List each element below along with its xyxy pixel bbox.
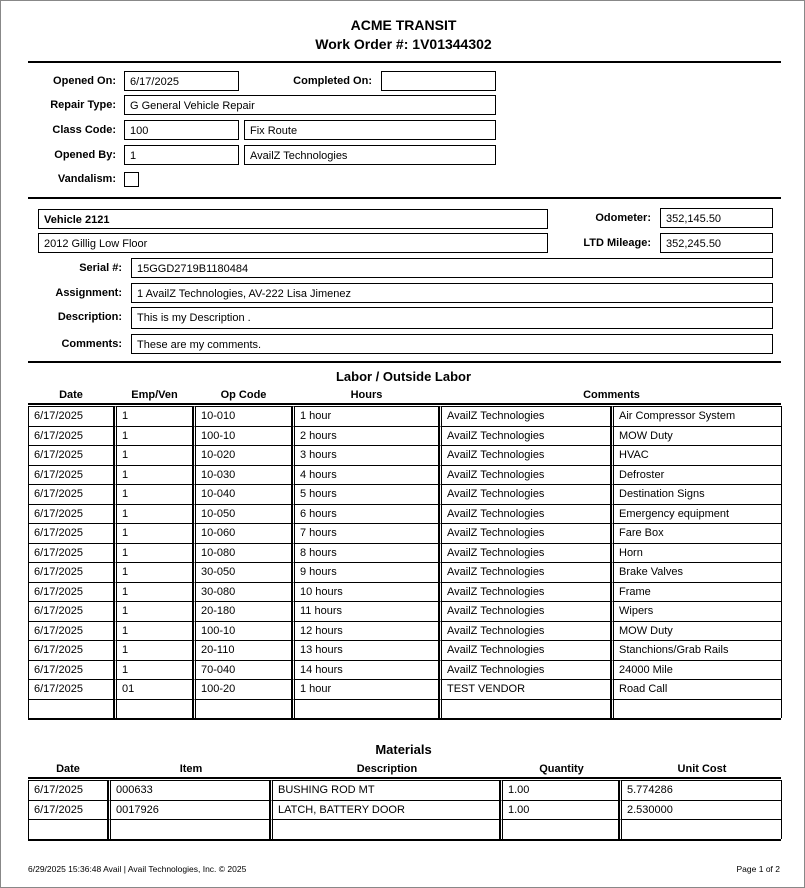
footer-left: 6/29/2025 15:36:48 Avail | Avail Technologies, Inc. © 2025 bbox=[28, 864, 247, 874]
table-cell: LATCH, BATTERY DOOR bbox=[270, 800, 500, 820]
labor-table bbox=[28, 406, 782, 718]
table-row bbox=[28, 660, 782, 680]
table-cell: Stanchions/Grab Rails bbox=[611, 640, 782, 660]
table-cell: 100-20 bbox=[193, 679, 292, 699]
labor-header-rule bbox=[28, 403, 781, 405]
table-row bbox=[28, 621, 782, 641]
table-cell: AvailZ Technologies bbox=[439, 562, 611, 582]
class-code-label: Class Code: bbox=[52, 124, 116, 136]
table-cell: 6/17/2025 bbox=[28, 601, 114, 621]
class-code-field: 100 bbox=[124, 120, 239, 140]
table-cell: 6/17/2025 bbox=[28, 780, 108, 800]
table-cell: AvailZ Technologies bbox=[439, 621, 611, 641]
table-cell: 14 hours bbox=[292, 660, 439, 680]
table-row bbox=[28, 640, 782, 660]
table-cell: 2.530000 bbox=[619, 800, 782, 820]
table-cell: 1 bbox=[114, 543, 193, 563]
materials-col-date: Date bbox=[56, 763, 80, 775]
table-row bbox=[28, 484, 782, 504]
table-row bbox=[28, 523, 782, 543]
table-cell: 10-020 bbox=[193, 445, 292, 465]
table-cell: 6/17/2025 bbox=[28, 543, 114, 563]
table-cell: 1 bbox=[114, 504, 193, 524]
table-cell: 8 hours bbox=[292, 543, 439, 563]
table-cell: Defroster bbox=[611, 465, 782, 485]
table-cell: 20-180 bbox=[193, 601, 292, 621]
table-cell: 6/17/2025 bbox=[28, 582, 114, 602]
work-order-number: 1V01344302 bbox=[412, 36, 492, 52]
table-cell: 24000 Mile bbox=[611, 660, 782, 680]
table-row bbox=[28, 780, 782, 800]
table-cell: AvailZ Technologies bbox=[439, 445, 611, 465]
opened-by-field: 1 bbox=[124, 145, 239, 165]
table-cell: 100-10 bbox=[193, 621, 292, 641]
table-cell: 1 bbox=[114, 406, 193, 426]
table-cell: AvailZ Technologies bbox=[439, 465, 611, 485]
table-cell: AvailZ Technologies bbox=[439, 543, 611, 563]
table-cell: MOW Duty bbox=[611, 621, 782, 641]
labor-col-date: Date bbox=[59, 389, 83, 401]
table-cell: 10-010 bbox=[193, 406, 292, 426]
table-cell: AvailZ Technologies bbox=[439, 660, 611, 680]
labor-col-hours: Hours bbox=[350, 389, 383, 401]
completed-on-field bbox=[381, 71, 496, 91]
divider bbox=[28, 361, 781, 363]
table-row bbox=[28, 504, 782, 524]
labor-col-comments: Comments bbox=[583, 389, 640, 401]
table-cell: 3 hours bbox=[292, 445, 439, 465]
table-cell: 1 bbox=[114, 426, 193, 446]
table-cell bbox=[108, 819, 270, 839]
table-cell: BUSHING ROD MT bbox=[270, 780, 500, 800]
serial-field: 15GGD2719B1180484 bbox=[131, 258, 773, 278]
table-cell: AvailZ Technologies bbox=[439, 523, 611, 543]
table-cell: HVAC bbox=[611, 445, 782, 465]
table-cell: 1 bbox=[114, 523, 193, 543]
table-cell: 9 hours bbox=[292, 562, 439, 582]
materials-col-quantity: Quantity bbox=[539, 763, 584, 775]
table-cell bbox=[619, 819, 782, 839]
table-cell: 6/17/2025 bbox=[28, 562, 114, 582]
table-cell: 6/17/2025 bbox=[28, 660, 114, 680]
assignment-field: 1 AvailZ Technologies, AV-222 Lisa Jimenez bbox=[131, 283, 773, 303]
table-cell: AvailZ Technologies bbox=[439, 582, 611, 602]
table-cell: Wipers bbox=[611, 601, 782, 621]
table-cell: 10 hours bbox=[292, 582, 439, 602]
table-cell: 11 hours bbox=[292, 601, 439, 621]
table-cell bbox=[193, 699, 292, 719]
table-cell: 1 bbox=[114, 562, 193, 582]
table-cell: 10-050 bbox=[193, 504, 292, 524]
table-cell: 2 hours bbox=[292, 426, 439, 446]
ltd-mileage-field: 352,245.50 bbox=[660, 233, 773, 253]
table-cell: 1 bbox=[114, 601, 193, 621]
table-cell: 1 bbox=[114, 445, 193, 465]
table-cell: 6/17/2025 bbox=[28, 406, 114, 426]
table-row bbox=[28, 582, 782, 602]
table-cell: Emergency equipment bbox=[611, 504, 782, 524]
table-row bbox=[28, 800, 782, 820]
table-cell: AvailZ Technologies bbox=[439, 484, 611, 504]
table-cell: Fare Box bbox=[611, 523, 782, 543]
table-cell: 1.00 bbox=[500, 800, 619, 820]
vehicle-name-field: Vehicle 2121 bbox=[38, 209, 548, 229]
vehicle-model-field: 2012 Gillig Low Floor bbox=[38, 233, 548, 253]
comments-label: Comments: bbox=[61, 338, 122, 350]
labor-col-emp: Emp/Ven bbox=[131, 389, 178, 401]
table-row bbox=[28, 543, 782, 563]
table-cell: 6/17/2025 bbox=[28, 640, 114, 660]
table-cell: 1 hour bbox=[292, 406, 439, 426]
divider bbox=[28, 61, 781, 63]
table-cell bbox=[292, 699, 439, 719]
materials-table bbox=[28, 780, 782, 839]
table-cell: AvailZ Technologies bbox=[439, 406, 611, 426]
table-cell: 6 hours bbox=[292, 504, 439, 524]
opened-by-label: Opened By: bbox=[54, 149, 116, 161]
divider bbox=[28, 197, 781, 199]
table-cell: 10-080 bbox=[193, 543, 292, 563]
table-cell: 10-060 bbox=[193, 523, 292, 543]
table-cell: AvailZ Technologies bbox=[439, 426, 611, 446]
odometer-label: Odometer: bbox=[595, 212, 651, 224]
footer-page-number: Page 1 of 2 bbox=[736, 864, 780, 874]
labor-col-opcode: Op Code bbox=[220, 389, 267, 401]
assignment-label: Assignment: bbox=[55, 287, 122, 299]
table-row bbox=[28, 601, 782, 621]
table-cell: AvailZ Technologies bbox=[439, 601, 611, 621]
table-cell bbox=[28, 819, 108, 839]
table-cell: 12 hours bbox=[292, 621, 439, 641]
opened-on-field: 6/17/2025 bbox=[124, 71, 239, 91]
table-cell bbox=[611, 699, 782, 719]
table-cell: 01 bbox=[114, 679, 193, 699]
table-cell: 000633 bbox=[108, 780, 270, 800]
materials-header-rule bbox=[28, 777, 781, 779]
table-cell: 1 bbox=[114, 660, 193, 680]
table-cell: Brake Valves bbox=[611, 562, 782, 582]
comments-field: These are my comments. bbox=[131, 334, 773, 354]
table-cell: AvailZ Technologies bbox=[439, 504, 611, 524]
odometer-field: 352,145.50 bbox=[660, 208, 773, 228]
table-cell: 6/17/2025 bbox=[28, 621, 114, 641]
table-cell: TEST VENDOR bbox=[439, 679, 611, 699]
repair-type-label: Repair Type: bbox=[50, 99, 116, 111]
table-row bbox=[28, 699, 782, 719]
table-cell: 1.00 bbox=[500, 780, 619, 800]
table-row bbox=[28, 406, 782, 426]
table-cell: 100-10 bbox=[193, 426, 292, 446]
table-cell: 1 bbox=[114, 640, 193, 660]
table-row bbox=[28, 679, 782, 699]
table-cell: 7 hours bbox=[292, 523, 439, 543]
table-cell: Air Compressor System bbox=[611, 406, 782, 426]
completed-on-label: Completed On: bbox=[293, 75, 372, 87]
table-cell: 0017926 bbox=[108, 800, 270, 820]
class-desc-field: Fix Route bbox=[244, 120, 496, 140]
table-cell: 1 bbox=[114, 582, 193, 602]
table-cell: Road Call bbox=[611, 679, 782, 699]
table-cell: MOW Duty bbox=[611, 426, 782, 446]
table-cell: 1 bbox=[114, 484, 193, 504]
table-row bbox=[28, 445, 782, 465]
materials-section-title: Materials bbox=[375, 742, 432, 757]
table-cell: Frame bbox=[611, 582, 782, 602]
table-cell: AvailZ Technologies bbox=[439, 640, 611, 660]
table-row bbox=[28, 562, 782, 582]
vandalism-checkbox bbox=[124, 172, 139, 187]
table-cell: 6/17/2025 bbox=[28, 426, 114, 446]
opened-by-name-field: AvailZ Technologies bbox=[244, 145, 496, 165]
vandalism-label: Vandalism: bbox=[57, 173, 116, 185]
table-cell bbox=[500, 819, 619, 839]
table-cell: 6/17/2025 bbox=[28, 465, 114, 485]
labor-section-title: Labor / Outside Labor bbox=[335, 369, 472, 384]
table-cell: 6/17/2025 bbox=[28, 484, 114, 504]
table-cell bbox=[439, 699, 611, 719]
materials-col-description: Description bbox=[356, 763, 418, 775]
table-cell: 1 bbox=[114, 465, 193, 485]
opened-on-label: Opened On: bbox=[53, 75, 116, 87]
table-cell: Destination Signs bbox=[611, 484, 782, 504]
work-order-title bbox=[1, 36, 805, 52]
table-cell: 1 bbox=[114, 621, 193, 641]
table-row bbox=[28, 465, 782, 485]
table-cell: 5 hours bbox=[292, 484, 439, 504]
company-name: ACME TRANSIT bbox=[350, 17, 457, 33]
table-cell: 6/17/2025 bbox=[28, 800, 108, 820]
table-cell: 6/17/2025 bbox=[28, 504, 114, 524]
table-cell: 6/17/2025 bbox=[28, 523, 114, 543]
work-order-label: Work Order #: bbox=[315, 36, 409, 52]
labor-bottom-rule bbox=[28, 718, 781, 720]
table-cell: 4 hours bbox=[292, 465, 439, 485]
table-cell bbox=[114, 699, 193, 719]
table-cell bbox=[270, 819, 500, 839]
materials-bottom-rule bbox=[28, 839, 781, 841]
ltd-mileage-label: LTD Mileage: bbox=[583, 237, 651, 249]
serial-label: Serial #: bbox=[79, 262, 122, 274]
table-cell bbox=[28, 699, 114, 719]
table-cell: 10-030 bbox=[193, 465, 292, 485]
table-cell: 10-040 bbox=[193, 484, 292, 504]
table-cell: Horn bbox=[611, 543, 782, 563]
table-cell: 6/17/2025 bbox=[28, 445, 114, 465]
table-cell: 6/17/2025 bbox=[28, 679, 114, 699]
table-cell: 20-110 bbox=[193, 640, 292, 660]
materials-col-item: Item bbox=[179, 763, 203, 775]
table-cell: 5.774286 bbox=[619, 780, 782, 800]
table-row bbox=[28, 819, 782, 839]
table-cell: 13 hours bbox=[292, 640, 439, 660]
table-cell: 30-050 bbox=[193, 562, 292, 582]
table-cell: 1 hour bbox=[292, 679, 439, 699]
table-cell: 70-040 bbox=[193, 660, 292, 680]
repair-type-field: G General Vehicle Repair bbox=[124, 95, 496, 115]
table-row bbox=[28, 426, 782, 446]
table-cell: 30-080 bbox=[193, 582, 292, 602]
description-label: Description: bbox=[57, 311, 122, 323]
materials-col-unit-cost: Unit Cost bbox=[677, 763, 727, 775]
description-field: This is my Description . bbox=[131, 307, 773, 329]
